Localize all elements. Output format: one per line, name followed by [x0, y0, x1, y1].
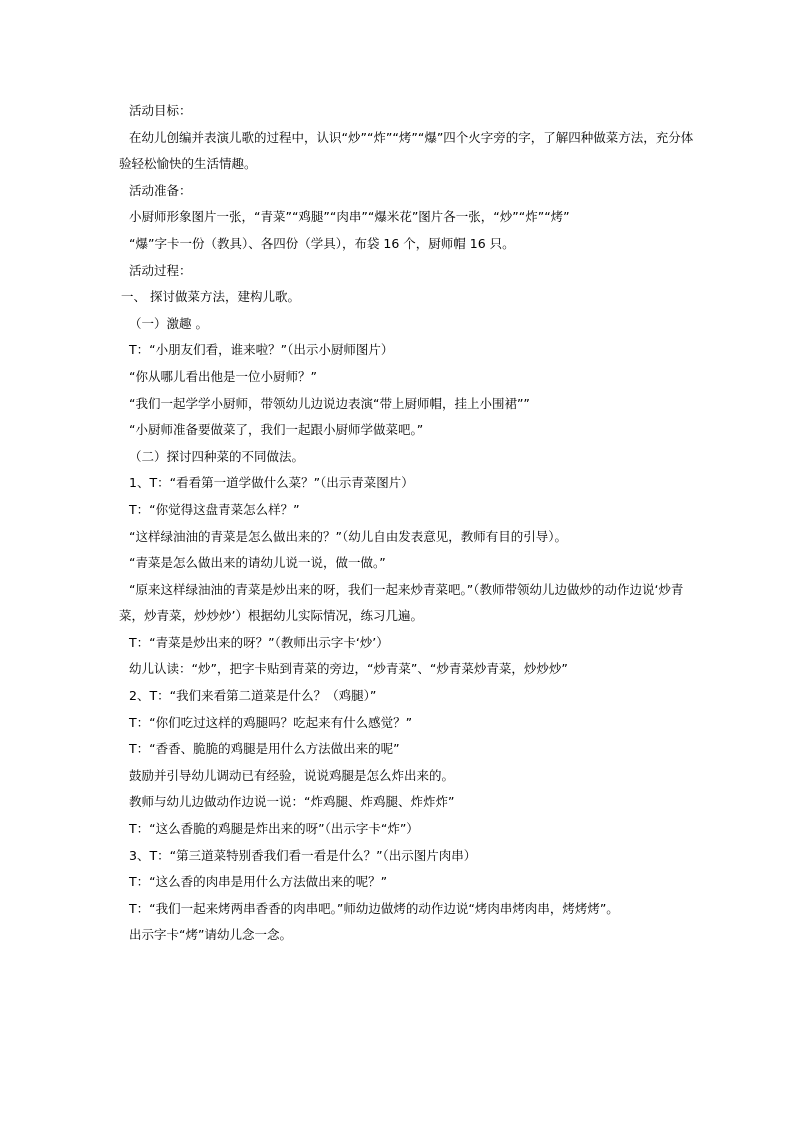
section-heading-goals: 活动目标：: [129, 103, 192, 118]
paragraph: 2、T：“我们来看第二道菜是什么？（鸡腿）”: [129, 688, 377, 704]
paragraph: T：“小朋友们看，谁来啦？”（出示小厨师图片）: [129, 342, 394, 358]
paragraph: 在幼儿创编并表演儿歌的过程中，认识“炒”“炸”“烤”“爆”四个火字旁的字，了解四种做菜方法，充分体: [129, 129, 694, 145]
paragraph: T：“香香、脆脆的鸡腿是用什么方法做出来的呢”: [129, 741, 400, 757]
paragraph: “原来这样绿油油的青菜是炒出来的呀，我们一起来炒青菜吧。”（教师带领幼儿边做炒的动作边说‘炒青: [129, 581, 684, 597]
paragraph: 验轻松愉快的生活情趣。: [119, 156, 257, 172]
paragraph: T：“青菜是炒出来的呀？”（教师出示字卡‘炒’）: [129, 634, 389, 650]
paragraph: 出示字卡“烤”请幼儿念一念。: [129, 927, 292, 943]
paragraph: “这样绿油油的青菜是怎么做出来的？”（幼儿自由发表意见，教师有目的引导）。: [129, 528, 567, 544]
paragraph: 幼儿认读：“炒”，把字卡贴到青菜的旁边，“炒青菜”、“炒青菜炒青菜，炒炒炒”: [129, 661, 568, 677]
paragraph: 菜，炒青菜，炒炒炒’）根据幼儿实际情况，练习几遍。: [119, 608, 423, 624]
paragraph: T：“你们吃过这样的鸡腿吗？吃起来有什么感觉？”: [129, 714, 413, 730]
document-body: [119, 98, 694, 949]
paragraph: 小厨师形象图片一张，“青菜”“鸡腿”“肉串”“爆米花”图片各一张，“炒”“炸”“烤”: [129, 209, 570, 225]
paragraph: “你从哪儿看出他是一位小厨师？”: [129, 368, 317, 384]
section-heading-preparation: 活动准备：: [129, 182, 192, 198]
paragraph: “小厨师准备要做菜了，我们一起跟小厨师学做菜吧。”: [129, 422, 424, 438]
paragraph: T：“这么香的肉串是用什么方法做出来的呢？”: [129, 874, 388, 890]
paragraph: T：“这么香脆的鸡腿是炸出来的呀”（出示字卡“炸”）: [129, 821, 419, 837]
paragraph: “爆”字卡一份（教具）、各四份（学具），布袋 16 个，厨师帽 16 只。: [129, 235, 515, 251]
paragraph: 教师与幼儿边做动作边说一说：“炸鸡腿、炸鸡腿、炸炸炸”: [129, 794, 455, 810]
section-heading-process: 活动过程：: [129, 262, 192, 278]
paragraph: 1、T：“看看第一道学做什么菜？”（出示青菜图片）: [129, 475, 414, 491]
paragraph: T：“我们一起来烤两串香香的肉串吧。”师幼边做烤的动作边说“烤肉串烤肉串，烤烤烤”。: [129, 900, 619, 916]
paragraph: “青菜是怎么做出来的请幼儿说一说，做一做。”: [129, 555, 386, 571]
subheading: 一、 探讨做菜方法，建构儿歌。: [121, 289, 300, 305]
paragraph: T：“你觉得这盘青菜怎么样？”: [129, 501, 300, 517]
paragraph: 鼓励并引导幼儿调动已有经验，说说鸡腿是怎么炸出来的。: [129, 767, 455, 783]
subheading: （一）激趣 。: [129, 315, 208, 331]
subheading: （二）探讨四种菜的不同做法。: [129, 448, 305, 464]
paragraph: “我们一起学学小厨师，带领幼儿边说边表演“带上厨师帽，挂上小围裙””: [129, 395, 530, 411]
paragraph: 3、T：“第三道菜特别香我们看一看是什么？”（出示图片肉串）: [129, 847, 477, 863]
